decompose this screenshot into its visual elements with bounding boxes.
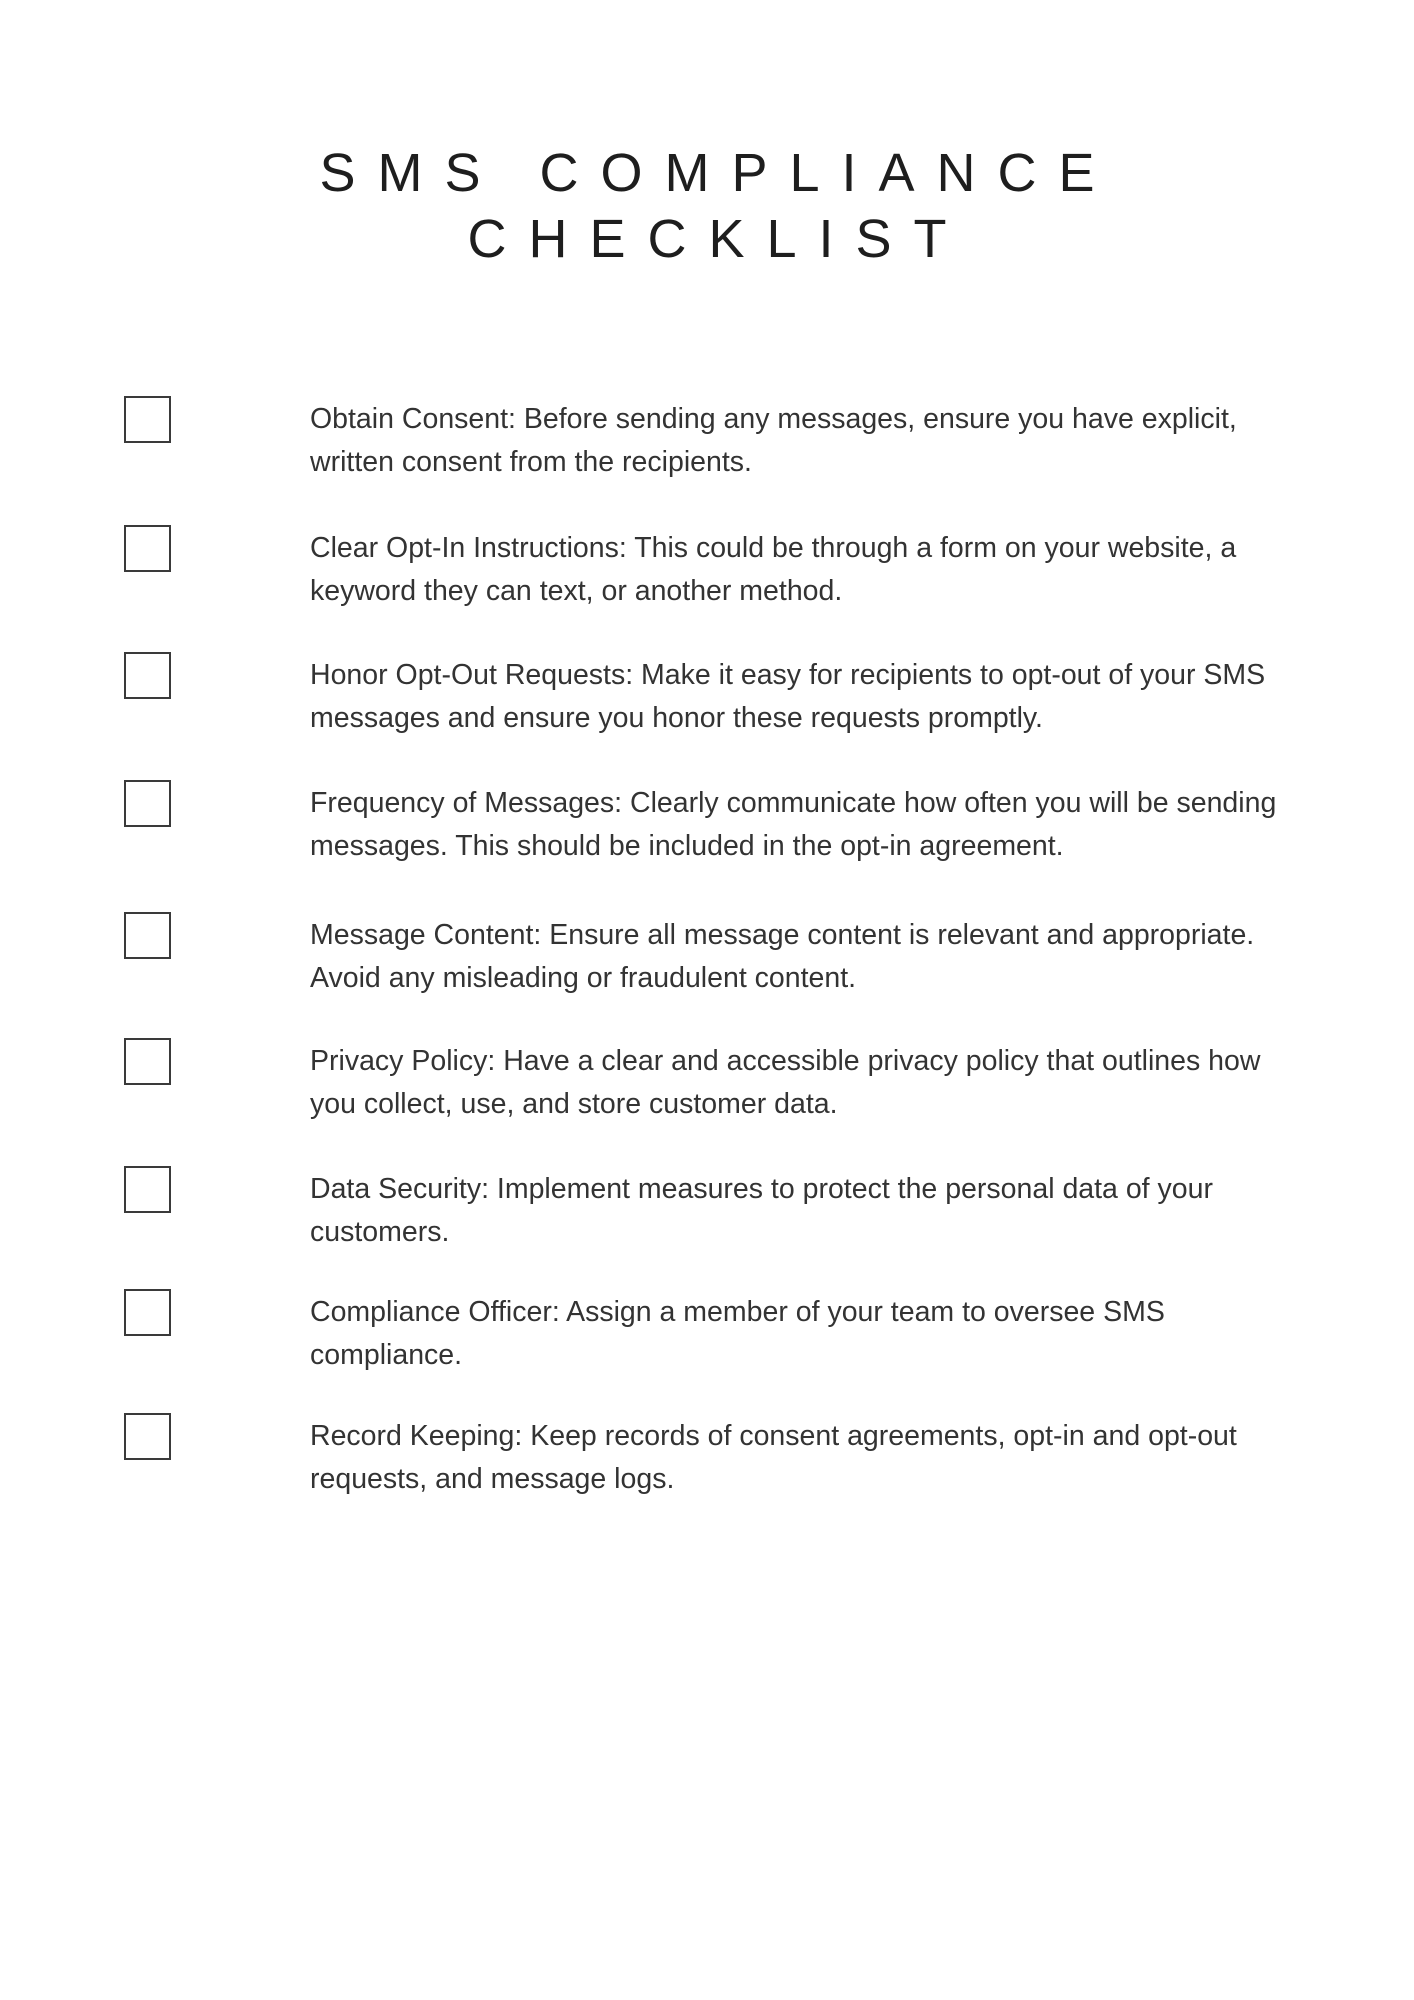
checklist-item [0,1289,1414,1379]
checklist-item-text: Honor Opt-Out Requests: Make it easy for recipients to opt-out of your SMS messages and ensure you honor these requests promptly. [310,659,1266,734]
checklist-item [0,1413,1414,1503]
checklist-item-text: Clear Opt-In Instructions: This could be through a form on your website, a keyword they can text, or another method. [310,532,1237,607]
page-title-line-1: SMS COMPLIANCE [319,143,1117,203]
checkbox[interactable] [124,780,171,827]
checklist-item [0,396,1414,486]
page-title-line-2: CHECKLIST [467,209,969,269]
checkbox[interactable] [124,1166,171,1213]
checklist-item [0,912,1414,1002]
checklist-item [0,525,1414,615]
checklist-item-text: Data Security: Implement measures to protect the personal data of your customers. [310,1173,1213,1248]
checklist-item [0,1038,1414,1128]
checklist-item-text: Obtain Consent: Before sending any messages, ensure you have explicit, written consent from the recipients. [310,403,1237,478]
checkbox[interactable] [124,912,171,959]
checklist-item-text: Record Keeping: Keep records of consent agreements, opt-in and opt-out requests, and message logs. [310,1420,1237,1495]
checklist-item-text: Privacy Policy: Have a clear and accessible privacy policy that outlines how you collect, use, and store customer data. [310,1045,1261,1120]
checklist-item-text: Compliance Officer: Assign a member of your team to oversee SMS compliance. [310,1296,1165,1371]
checkbox[interactable] [124,1038,171,1085]
checkbox[interactable] [124,525,171,572]
checklist-item-text: Frequency of Messages: Clearly communicate how often you will be sending messages. This should be included in the opt-in agreement. [310,787,1277,862]
checklist-item [0,1166,1414,1256]
checklist-item-text: Message Content: Ensure all message content is relevant and appropriate. Avoid any misleading or fraudulent content. [310,919,1255,994]
checklist-item [0,652,1414,742]
checkbox[interactable] [124,1289,171,1336]
checkbox[interactable] [124,652,171,699]
checkbox[interactable] [124,1413,171,1460]
checkbox[interactable] [124,396,171,443]
checklist-item [0,780,1414,870]
